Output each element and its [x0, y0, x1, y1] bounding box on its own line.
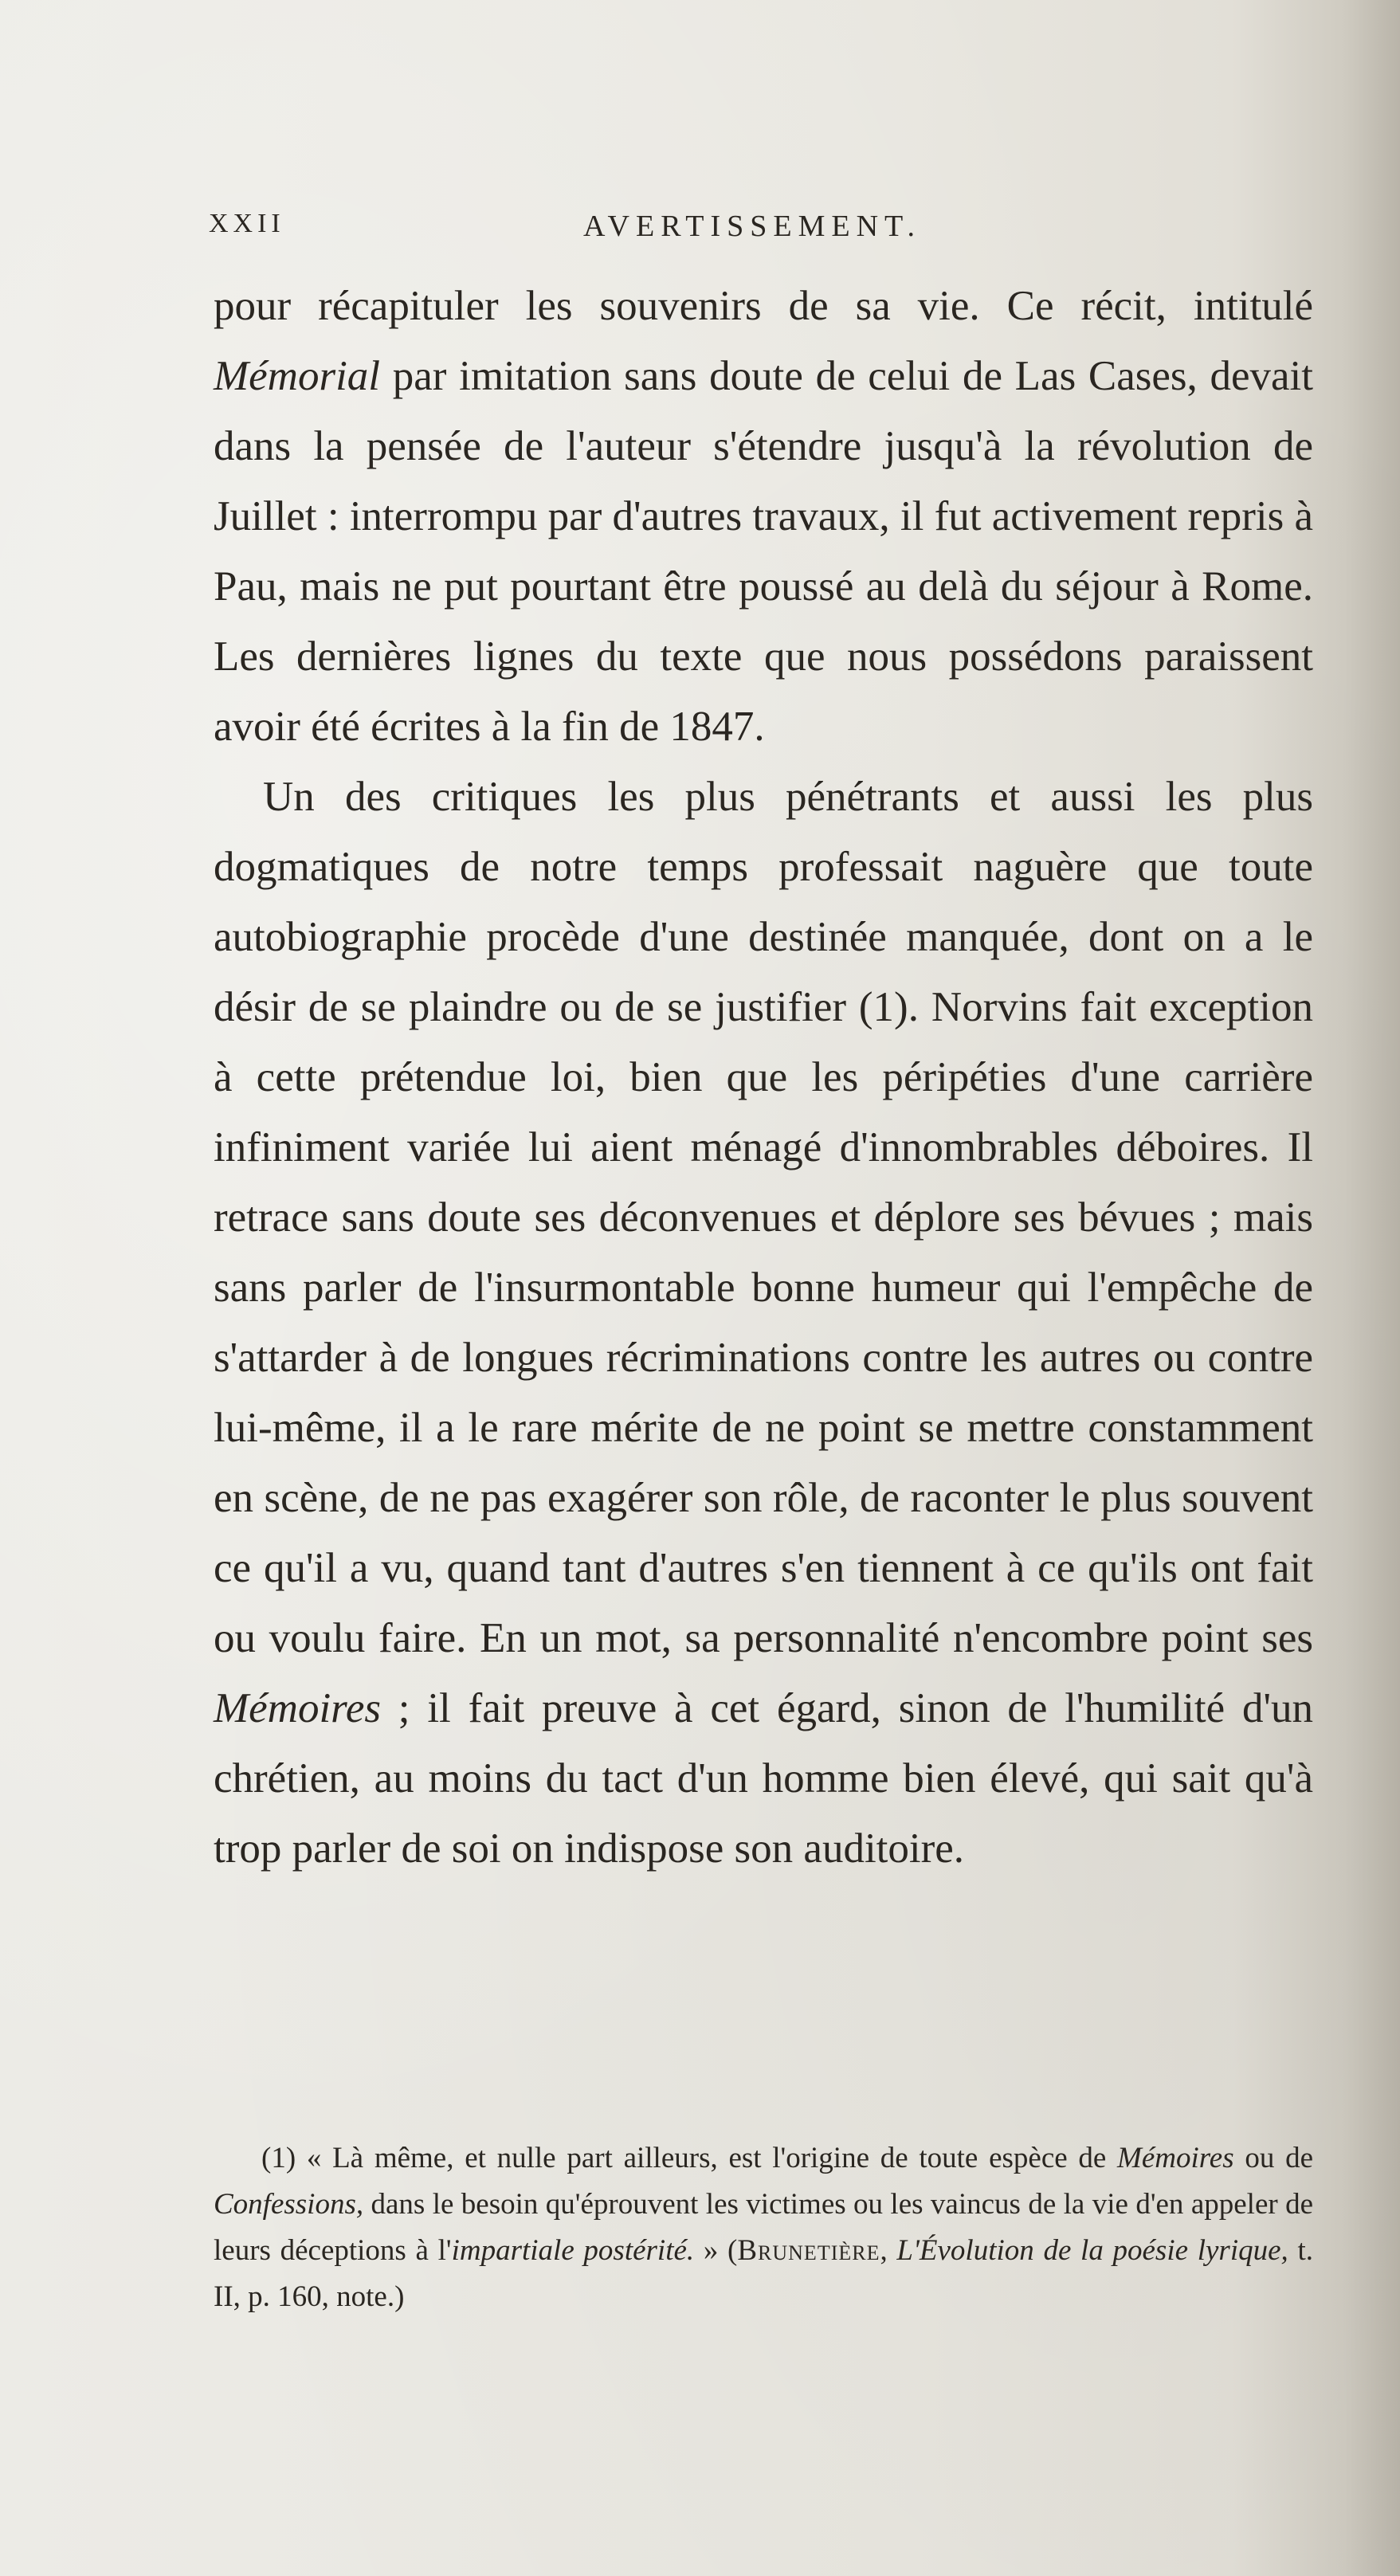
paragraph-1-text-a: pour récapituler les souvenirs de sa vie. Ce récit, intitulé	[214, 283, 1313, 329]
page-header	[209, 209, 1320, 257]
paragraph-1	[214, 271, 1313, 762]
footnote-text-c: dans le besoin qu'éprouvent les victimes ou les vaincus de la vie d'en appeler de leurs déceptions à l'	[214, 2188, 1313, 2267]
footnote-author: Brunetière	[737, 2234, 880, 2267]
footnote-text-e: ,	[880, 2234, 897, 2267]
footnote-text-a: (1) « Là même, et nulle part ailleurs, est l'origine de toute espèce de	[261, 2142, 1118, 2174]
footnote-memoires: Mémoires	[1117, 2142, 1234, 2174]
paragraph-2	[214, 762, 1313, 1884]
footnote-text-f: t. II, p. 160, note.)	[214, 2234, 1313, 2313]
footnote-text-b: ou de	[1233, 2142, 1313, 2174]
memoires-title: Mémoires	[214, 1685, 381, 1731]
paragraph-2-text-a: Un des critiques les plus pénétrants et aussi les plus dogmatiques de notre temps professait naguère que toute autobiographie procède d'une destinée manquée, dont on a le désir de se plaindre ou de se justifier (1). Norvins fait exception à cette prétendue loi, bien que les péripéties d'une carrière infiniment variée lui aient ménagé d'innombrables déboires. Il retrace sans doute ses déconvenues et déplore ses bévues ; mais sans parler de l'insurmontable bonne humeur qui l'empêche de s'attarder à de longues récriminations contre les autres ou contre lui-même, il a le rare mérite de ne point se mettre constamment en scène, de ne pas exagérer son rôle, de raconter le plus souvent ce qu'il a vu, quand tant d'autres s'en tiennent à ce qu'ils ont fait ou voulu faire. En un mot, sa personnalité n'encombre point ses	[214, 774, 1313, 1661]
footnote-text	[214, 2135, 1313, 2320]
paragraph-1-text-b: par imitation sans doute de celui de Las Cases, devait dans la pensée de l'auteur s'étendre jusqu'à la révolution de Juillet : interrompu par d'autres travaux, il fut activement repris à Pau, mais ne put pourtant être poussé au delà du séjour à Rome. Les dernières lignes du texte que nous possédons paraissent avoir été écrites à la fin de 1847.	[214, 353, 1313, 750]
footnote-text-d: » (	[694, 2234, 738, 2267]
running-head: AVERTISSEMENT.	[583, 210, 921, 243]
footnote-posterite: impartiale postérité.	[451, 2234, 695, 2267]
memorial-title: Mémorial	[214, 353, 381, 399]
footnote-work-title: L'Évolution de la poésie lyrique,	[896, 2234, 1288, 2267]
page-number: XXII	[209, 209, 285, 238]
paragraph-2-text-b: ; il fait preuve à cet égard, sinon de l'humilité d'un chrétien, au moins du tact d'un homme bien élevé, qui sait qu'à trop parler de soi on indispose son auditoire.	[214, 1685, 1313, 1872]
footnote	[214, 2135, 1313, 2320]
footnote-confessions: Confessions,	[214, 2188, 364, 2221]
main-text	[214, 271, 1313, 1884]
